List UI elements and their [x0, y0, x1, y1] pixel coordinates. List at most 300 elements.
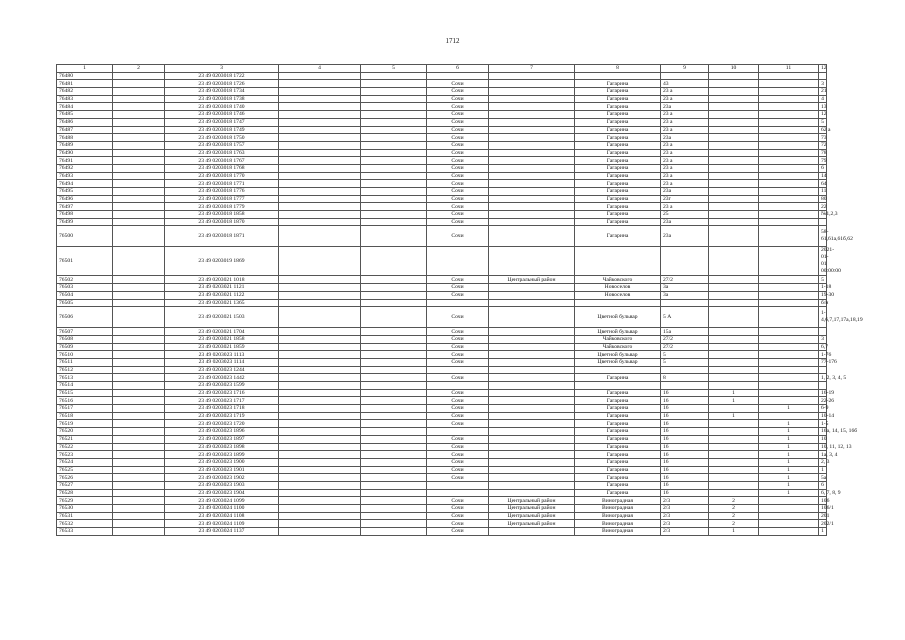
table-cell-c1: 76496	[57, 195, 113, 203]
table-cell-c7	[489, 397, 575, 405]
table-cell-c6: Сочи	[427, 335, 489, 343]
table-cell-c11	[759, 180, 819, 188]
table-cell-c7	[489, 203, 575, 211]
table-cell-c6	[427, 247, 489, 276]
table-cell-c3: 23 49 0203023 1719	[165, 412, 279, 420]
table-cell-c2	[113, 284, 165, 292]
table-cell-c12: 58-61,61а,61б,62	[819, 226, 827, 247]
table-cell-c4	[279, 428, 361, 436]
table-row	[57, 126, 827, 134]
table-cell-c1: 76521	[57, 435, 113, 443]
table-row	[57, 164, 827, 172]
table-row	[57, 276, 827, 284]
table-cell-c9: 16	[661, 443, 709, 451]
table-row	[57, 307, 827, 328]
table-cell-c9	[661, 299, 709, 307]
header-cell: 12	[819, 65, 827, 73]
table-cell-c3: 23 49 0203018 1777	[165, 195, 279, 203]
table-cell-c6: Сочи	[427, 126, 489, 134]
table-cell-c4	[279, 412, 361, 420]
table-cell-c6: Сочи	[427, 435, 489, 443]
table-cell-c6: Сочи	[427, 226, 489, 247]
table-cell-c4	[279, 88, 361, 96]
table-cell-c10	[709, 180, 759, 188]
table-cell-c3: 23 49 0203018 1726	[165, 80, 279, 88]
table-cell-c5	[361, 218, 427, 226]
table-cell-c5	[361, 276, 427, 284]
table-cell-c12: 16а, 14, 15, 16б	[819, 428, 827, 436]
table-cell-c8: Цветной бульвар	[575, 351, 661, 359]
table-cell-c10	[709, 103, 759, 111]
table-cell-c7	[489, 335, 575, 343]
table-cell-c12: 4	[819, 95, 827, 103]
table-cell-c1: 76481	[57, 80, 113, 88]
table-cell-c2	[113, 247, 165, 276]
table-cell-c9: 16	[661, 389, 709, 397]
table-cell-c3: 23 49 0203018 1771	[165, 180, 279, 188]
table-cell-c12: 6	[819, 481, 827, 489]
table-cell-c11	[759, 382, 819, 390]
table-cell-c10	[709, 164, 759, 172]
table-cell-c9: 5	[661, 351, 709, 359]
table-row	[57, 428, 827, 436]
table-cell-c10	[709, 247, 759, 276]
table-cell-c7	[489, 284, 575, 292]
table-cell-c8: Гагарина	[575, 428, 661, 436]
table-cell-c10	[709, 203, 759, 211]
table-cell-c5	[361, 164, 427, 172]
table-cell-c5	[361, 512, 427, 520]
table-cell-c4	[279, 520, 361, 528]
table-cell-c11	[759, 118, 819, 126]
table-cell-c10: 1	[709, 389, 759, 397]
table-cell-c9: 2/3	[661, 520, 709, 528]
table-row	[57, 505, 827, 513]
header-cell: 7	[489, 65, 575, 73]
table-cell-c6: Сочи	[427, 520, 489, 528]
table-cell-c6	[427, 428, 489, 436]
table-row	[57, 343, 827, 351]
table-cell-c10	[709, 474, 759, 482]
table-cell-c12: 5	[819, 118, 827, 126]
table-cell-c8: Цветной бульвар	[575, 307, 661, 328]
table-cell-c11	[759, 284, 819, 292]
table-row	[57, 489, 827, 497]
table-cell-c1: 76488	[57, 134, 113, 142]
table-cell-c11	[759, 80, 819, 88]
table-cell-c1: 76529	[57, 497, 113, 505]
table-cell-c8: Гагарина	[575, 111, 661, 119]
table-cell-c9: 23 а	[661, 95, 709, 103]
table-cell-c7	[489, 458, 575, 466]
table-cell-c9: 23а	[661, 134, 709, 142]
table-cell-c7	[489, 343, 575, 351]
table-cell-c2	[113, 95, 165, 103]
table-cell-c4	[279, 141, 361, 149]
table-cell-c1: 76519	[57, 420, 113, 428]
table-cell-c3: 23 49 0203023 1442	[165, 374, 279, 382]
table-cell-c5	[361, 405, 427, 413]
table-cell-c6: Сочи	[427, 111, 489, 119]
table-cell-c11	[759, 164, 819, 172]
table-cell-c1: 76484	[57, 103, 113, 111]
table-cell-c9: 16	[661, 458, 709, 466]
table-cell-c1: 76499	[57, 218, 113, 226]
table-cell-c4	[279, 420, 361, 428]
table-cell-c9: 23а	[661, 218, 709, 226]
table-row	[57, 528, 827, 536]
table-cell-c2	[113, 80, 165, 88]
table-cell-c4	[279, 211, 361, 219]
table-row	[57, 389, 827, 397]
table-cell-c1: 76527	[57, 481, 113, 489]
table-cell-c12: 6	[819, 164, 827, 172]
page-number: 1712	[445, 37, 460, 45]
table-cell-c3: 23 49 0203018 1776	[165, 188, 279, 196]
table-cell-c9: 23а	[661, 226, 709, 247]
table-cell-c8: Гагарина	[575, 103, 661, 111]
table-cell-c10	[709, 157, 759, 165]
table-cell-c10	[709, 366, 759, 374]
table-cell-c12: 5	[819, 276, 827, 284]
table-cell-c5	[361, 420, 427, 428]
table-cell-c7: Центральный район	[489, 512, 575, 520]
table-cell-c8: Гагарина	[575, 443, 661, 451]
table-cell-c4	[279, 203, 361, 211]
table-cell-c9: 8	[661, 374, 709, 382]
table-cell-c1: 76510	[57, 351, 113, 359]
table-cell-c11: 1	[759, 458, 819, 466]
table-cell-c3: 23 49 0203023 1244	[165, 366, 279, 374]
table-cell-c1: 76531	[57, 512, 113, 520]
table-row	[57, 72, 827, 80]
table-cell-c4	[279, 466, 361, 474]
table-cell-c7	[489, 195, 575, 203]
table-cell-c6: Сочи	[427, 351, 489, 359]
table-cell-c5	[361, 466, 427, 474]
table-cell-c4	[279, 389, 361, 397]
table-cell-c2	[113, 195, 165, 203]
table-cell-c1: 76490	[57, 149, 113, 157]
table-cell-c6: Сочи	[427, 412, 489, 420]
table-cell-c7	[489, 218, 575, 226]
table-cell-c7	[489, 299, 575, 307]
table-cell-c8: Гагарина	[575, 489, 661, 497]
table-cell-c1: 76480	[57, 72, 113, 80]
table-cell-c12: 73	[819, 134, 827, 142]
table-cell-c5	[361, 382, 427, 390]
table-cell-c8: Гагарина	[575, 95, 661, 103]
table-cell-c5	[361, 111, 427, 119]
table-cell-c5	[361, 149, 427, 157]
table-cell-c2	[113, 451, 165, 459]
table-cell-c4	[279, 489, 361, 497]
table-cell-c3: 23 49 0203018 1750	[165, 134, 279, 142]
table-cell-c7	[489, 103, 575, 111]
table-cell-c9: 23 а	[661, 203, 709, 211]
table-cell-c6	[427, 366, 489, 374]
table-row	[57, 157, 827, 165]
table-cell-c11	[759, 291, 819, 299]
table-row	[57, 481, 827, 489]
table-cell-c12: б/н	[819, 299, 827, 307]
table-cell-c12: 72	[819, 141, 827, 149]
table-cell-c2	[113, 435, 165, 443]
table-cell-c8: Гагарина	[575, 188, 661, 196]
table-cell-c6: Сочи	[427, 218, 489, 226]
table-row	[57, 412, 827, 420]
table-cell-c12: 6, 7, 8, 9	[819, 489, 827, 497]
table-cell-c3: 23 49 0203023 1904	[165, 489, 279, 497]
table-cell-c12: 1	[819, 528, 827, 536]
table-cell-c9: 23 а	[661, 164, 709, 172]
table-cell-c11	[759, 247, 819, 276]
table-cell-c3: 23 49 0203023 1897	[165, 435, 279, 443]
table-cell-c5	[361, 374, 427, 382]
table-cell-c1: 76522	[57, 443, 113, 451]
table-cell-c2	[113, 358, 165, 366]
table-cell-c2	[113, 172, 165, 180]
table-cell-c10	[709, 226, 759, 247]
header-cell: 8	[575, 65, 661, 73]
table-cell-c7	[489, 481, 575, 489]
table-cell-c12: 10	[819, 435, 827, 443]
table-cell-c10	[709, 466, 759, 474]
table-cell-c6: Сочи	[427, 211, 489, 219]
table-cell-c5	[361, 88, 427, 96]
table-cell-c11	[759, 195, 819, 203]
table-cell-c3: 23 49 0203023 1716	[165, 389, 279, 397]
table-cell-c3: 23 49 0203023 1717	[165, 397, 279, 405]
table-cell-c3: 23 49 0203018 1858	[165, 211, 279, 219]
table-cell-c10	[709, 172, 759, 180]
table-cell-c4	[279, 528, 361, 536]
table-cell-c2	[113, 458, 165, 466]
table-cell-c11	[759, 72, 819, 80]
table-row	[57, 180, 827, 188]
table-row	[57, 134, 827, 142]
table-cell-c8: Гагарина	[575, 412, 661, 420]
table-cell-c6	[427, 72, 489, 80]
table-cell-c12	[819, 72, 827, 80]
table-cell-c5	[361, 343, 427, 351]
table-cell-c2	[113, 512, 165, 520]
table-cell-c4	[279, 451, 361, 459]
table-cell-c11	[759, 149, 819, 157]
table-row	[57, 405, 827, 413]
table-cell-c9: 43	[661, 80, 709, 88]
table-cell-c10	[709, 420, 759, 428]
table-cell-c11	[759, 351, 819, 359]
table-cell-c10	[709, 95, 759, 103]
table-cell-c4	[279, 307, 361, 328]
table-cell-c2	[113, 188, 165, 196]
table-cell-c1: 76483	[57, 95, 113, 103]
table-cell-c9: 16	[661, 489, 709, 497]
table-cell-c3: 23 49 0203019 1869	[165, 247, 279, 276]
table-row	[57, 512, 827, 520]
table-cell-c12: 5а	[819, 474, 827, 482]
table-cell-c3: 23 49 0203018 1722	[165, 72, 279, 80]
table-cell-c1: 76498	[57, 211, 113, 219]
table-cell-c7	[489, 180, 575, 188]
table-cell-c4	[279, 164, 361, 172]
table-cell-c8: Гагарина	[575, 474, 661, 482]
table-cell-c7	[489, 211, 575, 219]
table-cell-c11	[759, 505, 819, 513]
table-cell-c4	[279, 382, 361, 390]
table-cell-c11	[759, 328, 819, 336]
table-cell-c4	[279, 226, 361, 247]
table-row	[57, 443, 827, 451]
table-cell-c3: 23 49 0203023 1720	[165, 420, 279, 428]
table-cell-c7	[489, 134, 575, 142]
table-cell-c10	[709, 88, 759, 96]
table-cell-c6: Сочи	[427, 291, 489, 299]
table-cell-c11	[759, 126, 819, 134]
table-cell-c10: 1	[709, 397, 759, 405]
table-cell-c2	[113, 299, 165, 307]
table-cell-c4	[279, 328, 361, 336]
table-cell-c3: 23 49 0203018 1779	[165, 203, 279, 211]
table-cell-c3: 23 49 0203023 1903	[165, 481, 279, 489]
table-row	[57, 111, 827, 119]
table-cell-c9: 16	[661, 466, 709, 474]
table-cell-c1: 76491	[57, 157, 113, 165]
table-cell-c8: Гагарина	[575, 195, 661, 203]
table-cell-c1: 76495	[57, 188, 113, 196]
table-cell-c2	[113, 276, 165, 284]
table-cell-c2	[113, 141, 165, 149]
table-cell-c9: 16	[661, 428, 709, 436]
table-cell-c11	[759, 172, 819, 180]
table-cell-c1: 76508	[57, 335, 113, 343]
table-cell-c4	[279, 405, 361, 413]
header-cell: 11	[759, 65, 819, 73]
table-cell-c3: 23 49 0203024 1108	[165, 512, 279, 520]
table-cell-c4	[279, 180, 361, 188]
table-row	[57, 80, 827, 88]
table-cell-c7	[489, 157, 575, 165]
table-cell-c3: 23 49 0203018 1738	[165, 95, 279, 103]
table-cell-c12: 2, 3	[819, 458, 827, 466]
table-cell-c8: Новоселов	[575, 284, 661, 292]
table-cell-c10	[709, 328, 759, 336]
table-cell-c5	[361, 157, 427, 165]
table-cell-c8: Гагарина	[575, 397, 661, 405]
table-cell-c7	[489, 188, 575, 196]
table-cell-c12: 1	[819, 466, 827, 474]
table-cell-c8: Гагарина	[575, 203, 661, 211]
table-cell-c3: 23 49 0203018 1757	[165, 141, 279, 149]
table-cell-c5	[361, 389, 427, 397]
table-cell-c5	[361, 95, 427, 103]
table-cell-c7	[489, 164, 575, 172]
table-cell-c1: 76520	[57, 428, 113, 436]
table-cell-c7	[489, 118, 575, 126]
table-cell-c12: 22-26	[819, 397, 827, 405]
table-cell-c6	[427, 481, 489, 489]
table-cell-c5	[361, 80, 427, 88]
table-cell-c4	[279, 195, 361, 203]
table-cell-c12: 2021-01-01 00:00:00	[819, 247, 827, 276]
table-cell-c12: 64	[819, 180, 827, 188]
table-cell-c1: 76525	[57, 466, 113, 474]
table-row	[57, 382, 827, 390]
table-cell-c12: 12	[819, 111, 827, 119]
table-cell-c9: 27/2	[661, 343, 709, 351]
table-cell-c12: 1-76	[819, 351, 827, 359]
table-cell-c12: 77-176	[819, 358, 827, 366]
table-cell-c10	[709, 72, 759, 80]
table-cell-c2	[113, 226, 165, 247]
table-cell-c10	[709, 335, 759, 343]
table-cell-c3: 23 49 0203023 1901	[165, 466, 279, 474]
table-cell-c8: Чайковского	[575, 276, 661, 284]
table-cell-c1: 76518	[57, 412, 113, 420]
table-cell-c6: Сочи	[427, 374, 489, 382]
table-cell-c7	[489, 111, 575, 119]
table-cell-c1: 76507	[57, 328, 113, 336]
table-cell-c6: Сочи	[427, 466, 489, 474]
table-cell-c5	[361, 72, 427, 80]
table-row	[57, 328, 827, 336]
table-cell-c6: Сочи	[427, 458, 489, 466]
table-cell-c12: 106/1	[819, 505, 827, 513]
header-cell: 10	[709, 65, 759, 73]
table-cell-c1: 76505	[57, 299, 113, 307]
table-cell-c11	[759, 141, 819, 149]
table-cell-c3: 23 49 0203021 1121	[165, 284, 279, 292]
table-row	[57, 95, 827, 103]
table-row	[57, 497, 827, 505]
table-cell-c8: Виноградная	[575, 505, 661, 513]
table-cell-c4	[279, 134, 361, 142]
table-cell-c6: Сочи	[427, 284, 489, 292]
table-cell-c7	[489, 428, 575, 436]
table-cell-c1: 76482	[57, 88, 113, 96]
table-cell-c7	[489, 95, 575, 103]
table-cell-c6: Сочи	[427, 420, 489, 428]
table-row	[57, 118, 827, 126]
table-cell-c3: 23 49 0203018 1747	[165, 118, 279, 126]
table-cell-c10	[709, 351, 759, 359]
table-cell-c9: 16	[661, 435, 709, 443]
table-cell-c12	[819, 218, 827, 226]
table-cell-c10	[709, 428, 759, 436]
table-cell-c7: Центральный район	[489, 497, 575, 505]
table-cell-c3: 23 49 0203021 1859	[165, 343, 279, 351]
table-cell-c10: 2	[709, 520, 759, 528]
table-cell-c10	[709, 126, 759, 134]
table-cell-c5	[361, 211, 427, 219]
table-cell-c12: 1, 2, 3, 4, 5	[819, 374, 827, 382]
table-cell-c4	[279, 497, 361, 505]
table-cell-c3: 23 49 0203018 1763	[165, 149, 279, 157]
table-cell-c11: 1	[759, 405, 819, 413]
table-cell-c7: Центральный район	[489, 276, 575, 284]
table-cell-c1: 76517	[57, 405, 113, 413]
table-cell-c1: 76497	[57, 203, 113, 211]
table-cell-c2	[113, 481, 165, 489]
table-cell-c9	[661, 247, 709, 276]
table-cell-c11	[759, 157, 819, 165]
header-cell: 2	[113, 65, 165, 73]
table-cell-c9: 16	[661, 451, 709, 459]
table-row	[57, 351, 827, 359]
table-cell-c7	[489, 412, 575, 420]
table-cell-c8: Чайковского	[575, 343, 661, 351]
